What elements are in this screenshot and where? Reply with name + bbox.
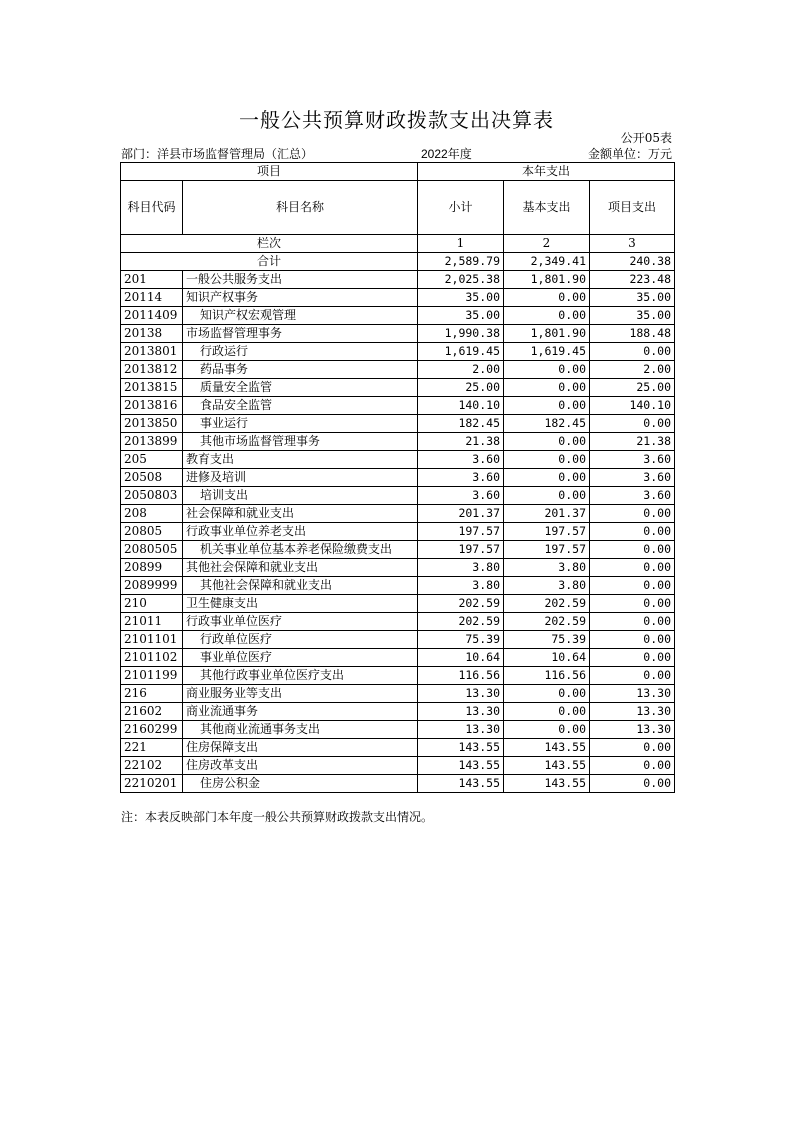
row-basic: 0.00 xyxy=(504,307,590,325)
table-row xyxy=(121,559,675,577)
row-project: 0.00 xyxy=(590,757,675,775)
row-basic: 0.00 xyxy=(504,397,590,415)
row-basic: 0.00 xyxy=(504,379,590,397)
row-subtotal: 182.45 xyxy=(418,415,504,433)
row-code: 22102 xyxy=(121,757,183,775)
row-project: 2.00 xyxy=(590,361,675,379)
row-code: 2013850 xyxy=(121,415,183,433)
row-project: 223.48 xyxy=(590,271,675,289)
row-subtotal: 1,619.45 xyxy=(418,343,504,361)
row-name: 商业服务业等支出 xyxy=(183,685,418,703)
row-subtotal: 3.80 xyxy=(418,577,504,595)
row-code: 2013899 xyxy=(121,433,183,451)
row-name: 住房公积金 xyxy=(183,775,418,793)
row-subtotal: 21.38 xyxy=(418,433,504,451)
header-project: 项目 xyxy=(121,163,418,181)
row-basic: 197.57 xyxy=(504,541,590,559)
row-basic: 0.00 xyxy=(504,361,590,379)
department-label: 部门：洋县市场监督管理局（汇总） xyxy=(121,147,314,161)
row-subtotal: 197.57 xyxy=(418,541,504,559)
row-subtotal: 140.10 xyxy=(418,397,504,415)
row-code: 2013812 xyxy=(121,361,183,379)
row-code: 20805 xyxy=(121,523,183,541)
row-code: 2013816 xyxy=(121,397,183,415)
row-project: 0.00 xyxy=(590,667,675,685)
row-subtotal: 3.60 xyxy=(418,469,504,487)
row-basic: 0.00 xyxy=(504,451,590,469)
row-project: 140.10 xyxy=(590,397,675,415)
year-label: 2022年度 xyxy=(421,147,472,161)
row-basic: 0.00 xyxy=(504,289,590,307)
row-subtotal: 75.39 xyxy=(418,631,504,649)
row-code: 20114 xyxy=(121,289,183,307)
row-code: 20138 xyxy=(121,325,183,343)
row-basic: 0.00 xyxy=(504,433,590,451)
row-name: 行政单位医疗 xyxy=(183,631,418,649)
row-code: 2210201 xyxy=(121,775,183,793)
row-basic: 3.80 xyxy=(504,559,590,577)
row-basic: 116.56 xyxy=(504,667,590,685)
row-subtotal: 201.37 xyxy=(418,505,504,523)
row-subtotal: 35.00 xyxy=(418,307,504,325)
row-name: 其他商业流通事务支出 xyxy=(183,721,418,739)
header-row-1 xyxy=(121,163,675,181)
row-name: 住房改革支出 xyxy=(183,757,418,775)
row-project: 0.00 xyxy=(590,739,675,757)
table-row xyxy=(121,757,675,775)
row-subtotal: 202.59 xyxy=(418,613,504,631)
table-row xyxy=(121,703,675,721)
row-project: 0.00 xyxy=(590,343,675,361)
row-project: 25.00 xyxy=(590,379,675,397)
row-basic: 1,801.90 xyxy=(504,325,590,343)
column-index-3: 3 xyxy=(590,235,675,253)
row-code: 2013801 xyxy=(121,343,183,361)
header-code: 科目代码 xyxy=(121,181,183,235)
row-code: 20899 xyxy=(121,559,183,577)
row-basic: 1,619.45 xyxy=(504,343,590,361)
row-subtotal: 1,990.38 xyxy=(418,325,504,343)
row-name: 一般公共服务支出 xyxy=(183,271,418,289)
table-row xyxy=(121,289,675,307)
row-name: 药品事务 xyxy=(183,361,418,379)
row-basic: 75.39 xyxy=(504,631,590,649)
row-basic: 0.00 xyxy=(504,721,590,739)
row-project: 0.00 xyxy=(590,523,675,541)
row-project: 21.38 xyxy=(590,433,675,451)
row-subtotal: 197.57 xyxy=(418,523,504,541)
row-project: 3.60 xyxy=(590,469,675,487)
row-name: 知识产权事务 xyxy=(183,289,418,307)
table-row xyxy=(121,613,675,631)
row-basic: 197.57 xyxy=(504,523,590,541)
header-subtotal: 小计 xyxy=(418,181,504,235)
total-basic: 2,349.41 xyxy=(504,253,590,271)
row-name: 其他市场监督管理事务 xyxy=(183,433,418,451)
row-basic: 143.55 xyxy=(504,739,590,757)
header-basic: 基本支出 xyxy=(504,181,590,235)
row-project: 0.00 xyxy=(590,595,675,613)
row-code: 221 xyxy=(121,739,183,757)
row-name: 进修及培训 xyxy=(183,469,418,487)
header-current-year: 本年支出 xyxy=(418,163,675,181)
column-index-2: 2 xyxy=(504,235,590,253)
row-subtotal: 116.56 xyxy=(418,667,504,685)
row-basic: 0.00 xyxy=(504,703,590,721)
row-project: 0.00 xyxy=(590,613,675,631)
row-subtotal: 10.64 xyxy=(418,649,504,667)
row-project: 0.00 xyxy=(590,649,675,667)
row-basic: 143.55 xyxy=(504,757,590,775)
row-project: 35.00 xyxy=(590,289,675,307)
row-code: 216 xyxy=(121,685,183,703)
row-name: 行政运行 xyxy=(183,343,418,361)
row-project: 35.00 xyxy=(590,307,675,325)
row-code: 201 xyxy=(121,271,183,289)
row-project: 3.60 xyxy=(590,451,675,469)
row-subtotal: 3.60 xyxy=(418,487,504,505)
row-subtotal: 3.60 xyxy=(418,451,504,469)
table-row xyxy=(121,775,675,793)
row-basic: 0.00 xyxy=(504,487,590,505)
row-project: 0.00 xyxy=(590,541,675,559)
row-code: 2011409 xyxy=(121,307,183,325)
column-index-row xyxy=(121,235,675,253)
row-name: 培训支出 xyxy=(183,487,418,505)
row-code: 2101199 xyxy=(121,667,183,685)
table-row xyxy=(121,487,675,505)
table-row xyxy=(121,631,675,649)
row-basic: 0.00 xyxy=(504,469,590,487)
table-row xyxy=(121,433,675,451)
row-code: 2160299 xyxy=(121,721,183,739)
row-code: 2013815 xyxy=(121,379,183,397)
row-subtotal: 25.00 xyxy=(418,379,504,397)
row-code: 21011 xyxy=(121,613,183,631)
table-row xyxy=(121,271,675,289)
row-name: 社会保障和就业支出 xyxy=(183,505,418,523)
row-code: 21602 xyxy=(121,703,183,721)
expenditure-table xyxy=(120,162,675,793)
table-row xyxy=(121,721,675,739)
row-project: 0.00 xyxy=(590,505,675,523)
row-subtotal: 13.30 xyxy=(418,721,504,739)
row-name: 商业流通事务 xyxy=(183,703,418,721)
row-project: 0.00 xyxy=(590,415,675,433)
row-project: 13.30 xyxy=(590,685,675,703)
row-name: 其他社会保障和就业支出 xyxy=(183,577,418,595)
row-name: 其他社会保障和就业支出 xyxy=(183,559,418,577)
row-name: 事业运行 xyxy=(183,415,418,433)
row-code: 20508 xyxy=(121,469,183,487)
total-label: 合计 xyxy=(121,253,418,271)
row-code: 2101102 xyxy=(121,649,183,667)
row-subtotal: 2,025.38 xyxy=(418,271,504,289)
table-row xyxy=(121,343,675,361)
row-code: 208 xyxy=(121,505,183,523)
row-name: 机关事业单位基本养老保险缴费支出 xyxy=(183,541,418,559)
row-code: 2080505 xyxy=(121,541,183,559)
row-name: 市场监督管理事务 xyxy=(183,325,418,343)
header-row-2 xyxy=(121,181,675,235)
page-title: 一般公共预算财政拨款支出决算表 xyxy=(239,108,554,132)
table-row xyxy=(121,379,675,397)
row-name: 教育支出 xyxy=(183,451,418,469)
row-code: 205 xyxy=(121,451,183,469)
row-project: 13.30 xyxy=(590,703,675,721)
table-row xyxy=(121,541,675,559)
total-row xyxy=(121,253,675,271)
row-subtotal: 143.55 xyxy=(418,775,504,793)
table-row xyxy=(121,415,675,433)
table-row xyxy=(121,739,675,757)
row-basic: 3.80 xyxy=(504,577,590,595)
row-project: 3.60 xyxy=(590,487,675,505)
row-name: 质量安全监管 xyxy=(183,379,418,397)
row-code: 2101101 xyxy=(121,631,183,649)
table-row xyxy=(121,595,675,613)
table-row xyxy=(121,505,675,523)
table-row xyxy=(121,325,675,343)
row-project: 0.00 xyxy=(590,631,675,649)
table-row xyxy=(121,307,675,325)
row-subtotal: 13.30 xyxy=(418,703,504,721)
table-row xyxy=(121,577,675,595)
row-name: 知识产权宏观管理 xyxy=(183,307,418,325)
row-subtotal: 202.59 xyxy=(418,595,504,613)
row-project: 188.48 xyxy=(590,325,675,343)
row-name: 食品安全监管 xyxy=(183,397,418,415)
row-project: 0.00 xyxy=(590,775,675,793)
row-project: 13.30 xyxy=(590,721,675,739)
row-code: 2089999 xyxy=(121,577,183,595)
row-name: 卫生健康支出 xyxy=(183,595,418,613)
table-row xyxy=(121,685,675,703)
row-basic: 143.55 xyxy=(504,775,590,793)
header-project-expense: 项目支出 xyxy=(590,181,675,235)
row-name: 其他行政事业单位医疗支出 xyxy=(183,667,418,685)
row-name: 行政事业单位养老支出 xyxy=(183,523,418,541)
row-basic: 182.45 xyxy=(504,415,590,433)
row-basic: 1,801.90 xyxy=(504,271,590,289)
form-code: 公开05表 xyxy=(620,131,672,145)
row-basic: 0.00 xyxy=(504,685,590,703)
table-row xyxy=(121,649,675,667)
column-index-label: 栏次 xyxy=(121,235,418,253)
total-project: 240.38 xyxy=(590,253,675,271)
column-index-1: 1 xyxy=(418,235,504,253)
table-row xyxy=(121,397,675,415)
row-code: 2050803 xyxy=(121,487,183,505)
row-code: 210 xyxy=(121,595,183,613)
row-project: 0.00 xyxy=(590,559,675,577)
row-subtotal: 13.30 xyxy=(418,685,504,703)
row-project: 0.00 xyxy=(590,577,675,595)
row-name: 住房保障支出 xyxy=(183,739,418,757)
row-subtotal: 35.00 xyxy=(418,289,504,307)
table-row xyxy=(121,523,675,541)
row-basic: 201.37 xyxy=(504,505,590,523)
row-subtotal: 143.55 xyxy=(418,757,504,775)
table-row xyxy=(121,361,675,379)
footnote: 注：本表反映部门本年度一般公共预算财政拨款支出情况。 xyxy=(121,810,434,824)
row-name: 事业单位医疗 xyxy=(183,649,418,667)
header-name: 科目名称 xyxy=(183,181,418,235)
row-subtotal: 2.00 xyxy=(418,361,504,379)
row-basic: 10.64 xyxy=(504,649,590,667)
table-row xyxy=(121,469,675,487)
table-row xyxy=(121,667,675,685)
row-name: 行政事业单位医疗 xyxy=(183,613,418,631)
row-subtotal: 143.55 xyxy=(418,739,504,757)
row-subtotal: 3.80 xyxy=(418,559,504,577)
row-basic: 202.59 xyxy=(504,613,590,631)
total-subtotal: 2,589.79 xyxy=(418,253,504,271)
table-row xyxy=(121,451,675,469)
unit-label: 金额单位：万元 xyxy=(587,147,672,161)
row-basic: 202.59 xyxy=(504,595,590,613)
